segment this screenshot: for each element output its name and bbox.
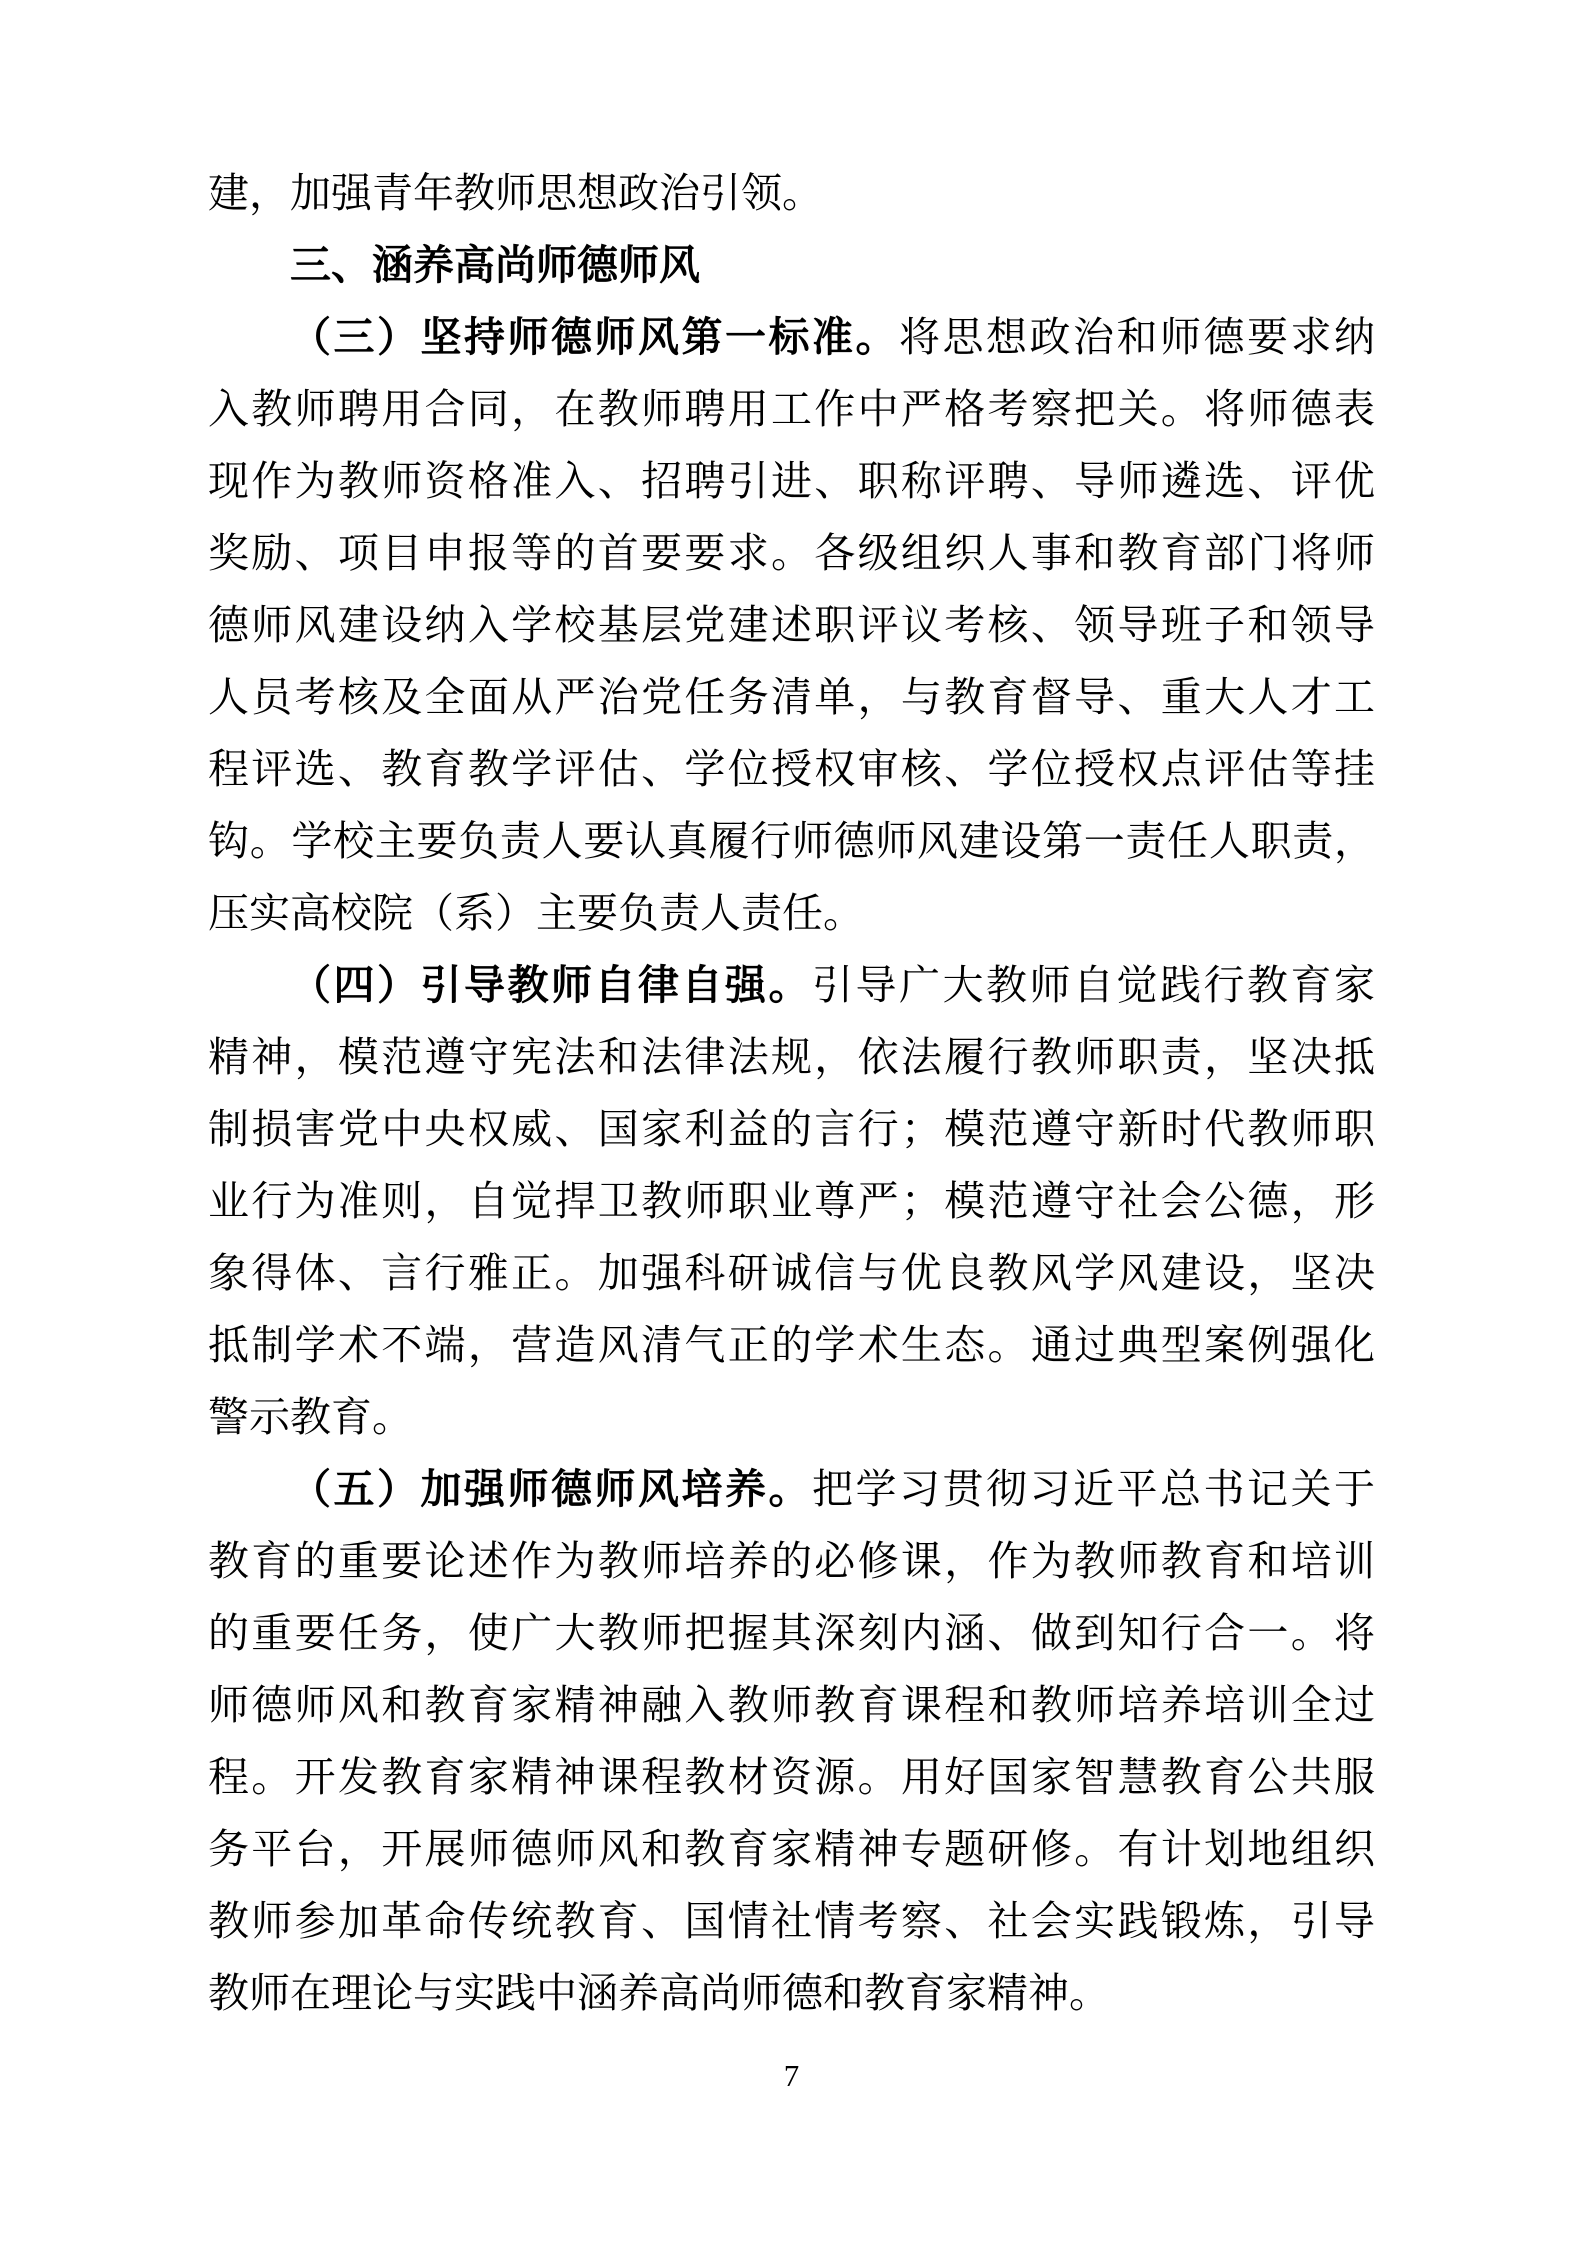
section-heading: 三、涵养高尚师德师风 [290,242,700,288]
text-line: 德师风建设纳入学校基层党建述职评议考核、领导班子和领导 [208,602,1375,648]
text-line: 警示教育。 [208,1394,413,1440]
text-line: 建，加强青年教师思想政治引领。 [208,170,823,216]
text-line: 入教师聘用合同，在教师聘用工作中严格考察把关。将师德表 [208,386,1375,432]
page-number: 7 [783,2058,800,2093]
text-line: 教师参加革命传统教育、国情社情考察、社会实践锻炼，引导 [208,1898,1375,1944]
text-line: 象得体、言行雅正。加强科研诚信与优良教风学风建设，坚决 [208,1250,1375,1296]
text-line: 现作为教师资格准入、招聘引进、职称评聘、导师遴选、评优 [208,458,1375,504]
paragraph-lead: （五）加强师德师风培养。 [290,1466,812,1512]
paragraph-text: 将思想政治和师德要求纳 [899,314,1375,360]
text-line: 制损害党中央权威、国家利益的言行；模范遵守新时代教师职 [208,1106,1375,1152]
text-line: 压实高校院（系）主要负责人责任。 [208,890,864,936]
text-line: 抵制学术不端，营造风清气正的学术生态。通过典型案例强化 [208,1322,1375,1368]
text-line: 的重要任务，使广大教师把握其深刻内涵、做到知行合一。将 [208,1610,1375,1656]
paragraph-first-line [208,301,1375,373]
text-line: 师德师风和教育家精神融入教师教育课程和教师培养培训全过 [208,1682,1375,1728]
text-line: 业行为准则，自觉捍卫教师职业尊严；模范遵守社会公德，形 [208,1178,1375,1224]
paragraph-first-line [208,949,1375,1021]
paragraph-lead: （三）坚持师德师风第一标准。 [290,314,899,360]
paragraph-text: 引导广大教师自觉践行教育家 [812,962,1375,1008]
text-line: 程。开发教育家精神课程教材资源。用好国家智慧教育公共服 [208,1754,1375,1800]
text-line: 教师在理论与实践中涵养高尚师德和教育家精神。 [208,1970,1110,2016]
paragraph-lead: （四）引导教师自律自强。 [290,962,812,1008]
text-line: 钩。学校主要负责人要认真履行师德师风建设第一责任人职责， [208,818,1375,864]
paragraph-text: 把学习贯彻习近平总书记关于 [812,1466,1375,1512]
document-text-body [208,157,1375,2029]
text-line: 程评选、教育教学评估、学位授权审核、学位授权点评估等挂 [208,746,1375,792]
paragraph-first-line [208,1453,1375,1525]
text-line: 务平台，开展师德师风和教育家精神专题研修。有计划地组织 [208,1826,1375,1872]
text-line: 精神，模范遵守宪法和法律法规，依法履行教师职责，坚决抵 [208,1034,1375,1080]
text-line: 人员考核及全面从严治党任务清单，与教育督导、重大人才工 [208,674,1375,720]
text-line: 奖励、项目申报等的首要要求。各级组织人事和教育部门将师 [208,530,1375,576]
text-line: 教育的重要论述作为教师培养的必修课，作为教师教育和培训 [208,1538,1375,1584]
